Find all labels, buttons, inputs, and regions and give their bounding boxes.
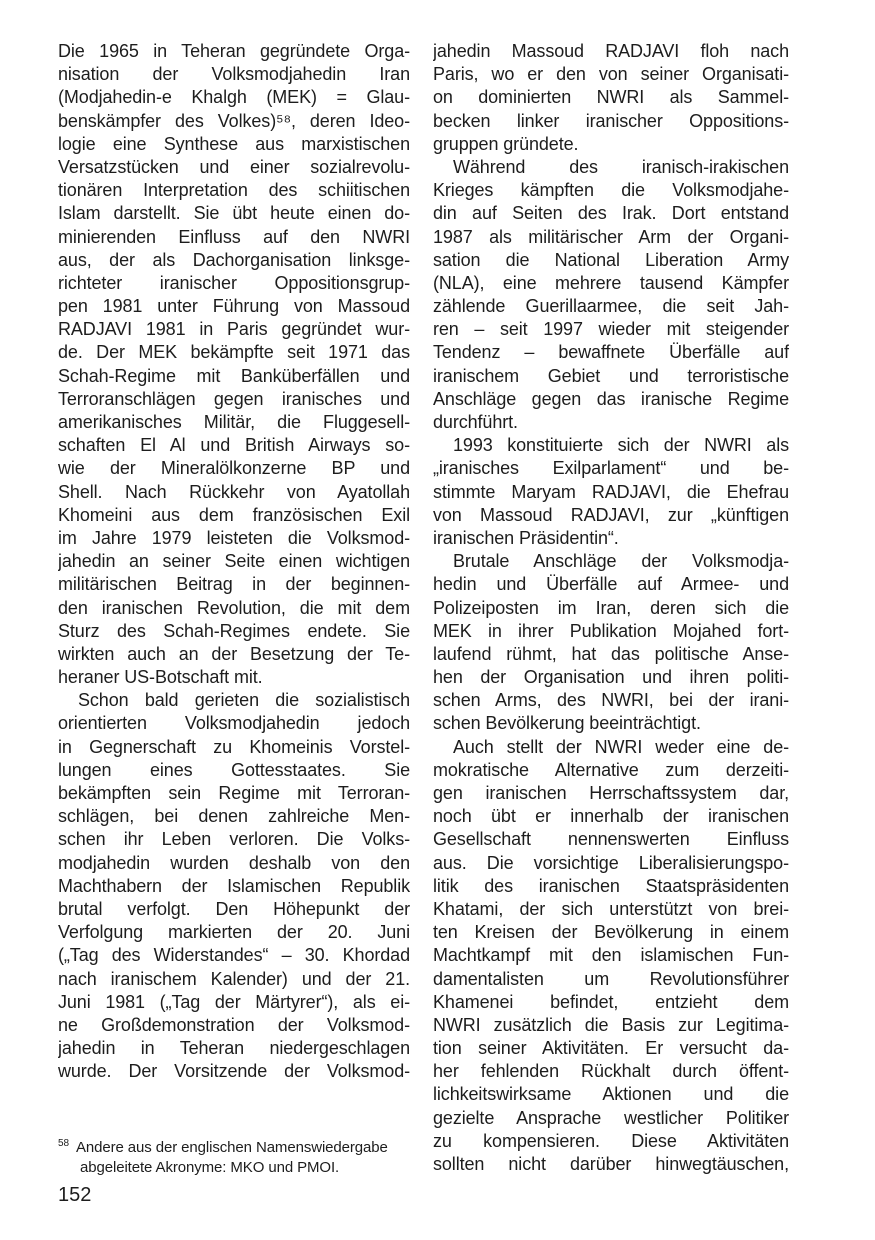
text-line: RADJAVI 1981 in Paris gegründet wur- bbox=[58, 319, 410, 340]
text-line: 1987 als militärischer Arm der Organi- bbox=[433, 226, 789, 247]
text-line: hen der Organisation und ihren politi- bbox=[433, 667, 789, 688]
text-line: Während des iranisch-irakischen bbox=[453, 156, 789, 177]
text-line: Khomeini aus dem französischen Exil bbox=[58, 504, 410, 525]
footnote bbox=[58, 1134, 428, 1177]
text-line: sollten nicht darüber hinwegtäuschen, bbox=[433, 1154, 789, 1174]
text-line: wirkten auch an der Besetzung der Te- bbox=[58, 643, 410, 664]
text-line: gezielte Ansprache westlicher Politiker bbox=[433, 1107, 789, 1128]
paragraph bbox=[433, 736, 789, 1177]
text-line: Schah-Regime mit Banküberfällen und bbox=[58, 365, 410, 386]
text-line: de. Der MEK bekämpfte seit 1971 das bbox=[58, 342, 410, 363]
text-line: durchführt. bbox=[433, 412, 518, 432]
text-column-right bbox=[433, 40, 789, 1176]
paragraph bbox=[433, 40, 789, 156]
text-line: den iranischen Revolution, die mit dem bbox=[58, 597, 410, 618]
text-line: hedin und Überfälle auf Armee- und bbox=[433, 574, 789, 595]
text-line: Auch stellt der NWRI weder eine de- bbox=[453, 736, 789, 757]
text-line: Shell. Nach Rückkehr von Ayatollah bbox=[58, 481, 410, 502]
text-line: Schon bald gerieten die sozialistisch bbox=[78, 690, 410, 711]
text-line: schen ihr Leben verloren. Die Volks- bbox=[58, 829, 410, 850]
text-line: her fehlenden Rückhalt durch öffent- bbox=[433, 1061, 789, 1082]
text-line: Machtkampf mit den islamischen Fun- bbox=[433, 945, 789, 966]
paragraph bbox=[58, 40, 410, 689]
text-line: Polizeiposten im Iran, deren sich die bbox=[433, 597, 789, 618]
text-line: „iranisches Exilparlament“ und be- bbox=[433, 458, 789, 479]
page-number: 152 bbox=[58, 1184, 92, 1206]
text-line: on dominierten NWRI als Sammel- bbox=[433, 87, 789, 108]
footnote-line bbox=[58, 1134, 428, 1158]
footnote-line: abgeleitete Akronyme: MKO und PMOI. bbox=[80, 1158, 340, 1176]
text-line: nach iranischem Kalender) und der 21. bbox=[58, 968, 410, 989]
text-line: benskämpfer des Volkes)⁵⁸, deren Ideo- bbox=[58, 110, 410, 131]
text-line: heraner US-Botschaft mit. bbox=[58, 667, 263, 688]
text-line: Die 1965 in Teheran gegründete Orga- bbox=[58, 41, 410, 61]
text-line: amerikanisches Militär, die Fluggesell- bbox=[58, 412, 410, 432]
paragraph bbox=[58, 689, 410, 1083]
text-line: militärischen Beitrag in der beginnen- bbox=[58, 574, 410, 595]
text-line: im Jahre 1979 leisteten die Volksmod- bbox=[58, 527, 410, 548]
text-line: jahedin Massoud RADJAVI floh nach bbox=[433, 41, 789, 61]
text-line: Brutale Anschläge der Volksmodja- bbox=[453, 551, 789, 572]
text-line: noch übt er innerhalb der iranischen bbox=[433, 806, 789, 827]
text-line: NWRI zusätzlich die Basis zur Legitima- bbox=[433, 1014, 789, 1035]
text-line: in Gegnerschaft zu Khomeinis Vorstel- bbox=[58, 736, 410, 757]
paragraph bbox=[433, 550, 789, 736]
text-line: von Massoud RADJAVI, zur „künftigen bbox=[433, 504, 789, 525]
footnote-marker: 58 bbox=[58, 1138, 69, 1149]
text-line: sation die National Liberation Army bbox=[433, 249, 789, 270]
text-line: schlägen, bei denen zahlreiche Men- bbox=[58, 806, 410, 827]
text-line: laufend rühmt, hat das politische Anse- bbox=[433, 643, 789, 664]
text-line: logie eine Synthese aus marxistischen bbox=[58, 133, 410, 154]
text-line: mokratische Alternative zum derzeiti- bbox=[433, 759, 789, 780]
text-line: Verfolgung markierten der 20. Juni bbox=[58, 922, 410, 943]
text-line: jahedin in Teheran niedergeschlagen bbox=[58, 1038, 410, 1059]
text-line: Machthabern der Islamischen Republik bbox=[58, 875, 410, 896]
text-line: Sturz des Schah-Regimes endete. Sie bbox=[58, 620, 410, 641]
text-line: jahedin an seiner Seite einen wichtigen bbox=[58, 551, 410, 572]
text-line: Anschläge gegen das iranische Regime bbox=[433, 388, 789, 409]
text-line: tion seiner Aktivitäten. Er versucht da- bbox=[433, 1038, 789, 1059]
text-line: Gesellschaft nennenswerten Einfluss bbox=[433, 829, 789, 850]
text-line: schen Arms, des NWRI, bei der irani- bbox=[433, 690, 789, 711]
paragraph bbox=[433, 434, 789, 550]
text-line: gruppen gründete. bbox=[433, 133, 579, 154]
text-line: Islam darstellt. Sie übt heute einen do- bbox=[58, 203, 410, 224]
text-line: gen iranischen Herrschaftssystem dar, bbox=[433, 783, 789, 803]
text-line: litik des iranischen Staatspräsidenten bbox=[433, 875, 789, 896]
text-line: iranischen Präsidentin“. bbox=[433, 527, 619, 548]
text-line: MEK in ihrer Publikation Mojahed fort- bbox=[433, 620, 789, 641]
text-line: Krieges kämpften die Volksmodjahe- bbox=[433, 180, 789, 201]
text-line: Terroranschlägen gegen iranisches und bbox=[58, 388, 410, 409]
text-line: („Tag des Widerstandes“ – 30. Khordad bbox=[58, 945, 410, 966]
text-line: lichkeitswirksame Aktionen und die bbox=[433, 1084, 789, 1105]
text-line: nisation der Volksmodjahedin Iran bbox=[58, 64, 410, 85]
text-line: Khatami, der sich unterstützt von brei- bbox=[433, 898, 789, 919]
text-line: bekämpften sein Regime mit Terroran- bbox=[58, 783, 410, 803]
paragraph bbox=[433, 156, 789, 434]
text-line: 1993 konstituierte sich der NWRI als bbox=[453, 435, 789, 456]
text-line: wie der Mineralölkonzerne BP und bbox=[58, 458, 410, 479]
text-column-left bbox=[58, 40, 410, 1083]
text-line: ren – seit 1997 wieder mit steigender bbox=[433, 319, 789, 340]
text-line: stimmte Maryam RADJAVI, die Ehefrau bbox=[433, 481, 789, 502]
text-line: wurde. Der Vorsitzende der Volksmod- bbox=[58, 1061, 410, 1082]
text-line: orientierten Volksmodjahedin jedoch bbox=[58, 713, 410, 734]
text-line: damentalisten um Revolutionsführer bbox=[433, 968, 789, 989]
text-line: ten Kreisen der Bevölkerung in einem bbox=[433, 922, 789, 943]
text-line: din auf Seiten des Irak. Dort entstand bbox=[433, 203, 789, 224]
text-line: richteter iranischer Oppositionsgrup- bbox=[58, 272, 410, 293]
text-line: aus, der als Dachorganisation linksge- bbox=[58, 249, 410, 270]
text-line: iranischem Gebiet und terroristische bbox=[433, 365, 789, 386]
text-line: Versatzstücken und einer sozialrevolu- bbox=[58, 156, 410, 177]
text-line: becken linker iranischer Oppositions- bbox=[433, 110, 789, 131]
text-line: pen 1981 unter Führung von Massoud bbox=[58, 296, 410, 317]
text-line: ne Großdemonstration der Volksmod- bbox=[58, 1014, 410, 1035]
text-line: tionären Interpretation des schiitischen bbox=[58, 180, 410, 201]
text-line: brutal verfolgt. Den Höhepunkt der bbox=[58, 898, 410, 919]
text-line: (Modjahedin-e Khalgh (MEK) = Glau- bbox=[58, 87, 410, 108]
text-line: schen Bevölkerung beeinträchtigt. bbox=[433, 713, 701, 734]
text-line: aus. Die vorsichtige Liberalisierungspo- bbox=[433, 852, 789, 873]
text-line: zählende Guerillaarmee, die seit Jah- bbox=[433, 296, 789, 317]
text-line: minierenden Einfluss auf den NWRI bbox=[58, 226, 410, 247]
text-line: modjahedin wurden deshalb von den bbox=[58, 852, 410, 873]
text-line: Paris, wo er den von seiner Organisati- bbox=[433, 64, 789, 85]
text-line: Khamenei befindet, entzieht dem bbox=[433, 991, 789, 1012]
text-line: zu kompensieren. Diese Aktivitäten bbox=[433, 1130, 789, 1151]
footnote-text: Andere aus der englischen Namenswiedergabe bbox=[75, 1139, 388, 1156]
text-line: lungen eines Gottesstaates. Sie bbox=[58, 759, 410, 780]
text-line: Juni 1981 („Tag der Märtyrer“), als ei- bbox=[58, 991, 410, 1012]
text-line: Tendenz – bewaffnete Überfälle auf bbox=[433, 342, 789, 363]
text-line: schaften El Al und British Airways so- bbox=[58, 435, 410, 456]
text-line: (NLA), eine mehrere tausend Kämpfer bbox=[433, 272, 789, 293]
